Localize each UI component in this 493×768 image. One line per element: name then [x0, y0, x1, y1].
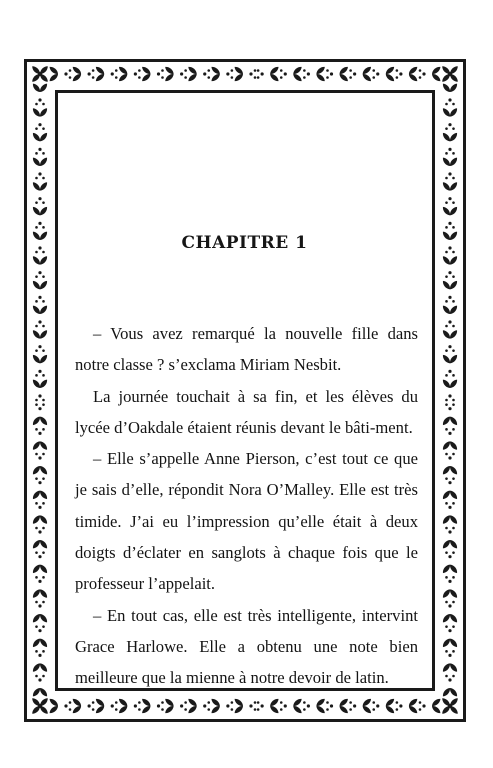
paragraph-1: – Vous avez remarqué la nouvelle fille dans notre classe ? s’exclama Miriam Nesbit. [75, 324, 418, 375]
paragraph-4: – En tout cas, elle est très intelligente, intervint Grace Harlowe. Elle a obtenu une note bien meilleure que la mienne à notre devoir de latin. [75, 605, 418, 688]
paragraph-3: – Elle s’appelle Anne Pierson, c’est tout ce que je sais d’elle, répondit Nora O’Malley. Elle est très timide. J’ai eu l’impression qu’elle était à deux doigts d’éclater en sanglots à chaque fois que le professeur l’appelait. [75, 449, 418, 594]
body-text [75, 318, 418, 694]
paragraph-2: La journée touchait à sa fin, et les élèves du lycée d’Oakdale étaient réunis devant le bâti-ment. [75, 386, 418, 437]
chapter-title: CHAPITRE 1 [181, 233, 308, 253]
